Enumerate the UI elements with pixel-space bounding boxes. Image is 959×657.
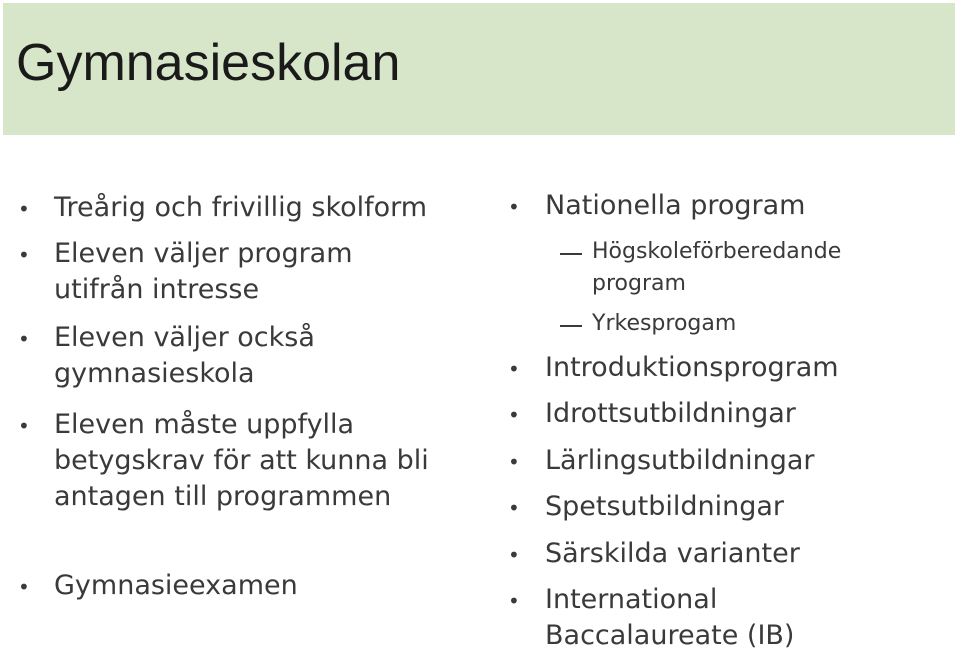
bullet-dot: •: [508, 543, 520, 567]
list-item: Idrottsutbildningar: [545, 398, 796, 429]
list-item: International Baccalaureate (IB): [545, 584, 795, 651]
bullet-dot: •: [18, 197, 30, 221]
bullet-dot: •: [508, 195, 520, 219]
title-bar: [3, 3, 955, 135]
sub-list-item: Högskoleförberedande program: [592, 239, 842, 296]
sub-dash: [560, 253, 582, 255]
bullet-dot: •: [18, 243, 30, 267]
list-item: Spetsutbildningar: [545, 491, 785, 522]
bullet-dot: •: [508, 496, 520, 520]
page-title: Gymnasieskolan: [16, 34, 401, 92]
list-item: Nationella program: [545, 190, 806, 221]
list-item: Introduktionsprogram: [545, 352, 839, 383]
list-item: Särskilda varianter: [545, 538, 800, 569]
list-item: Eleven väljer också gymnasieskola: [54, 322, 315, 389]
bullet-dot: •: [508, 403, 520, 427]
bullet-dot: •: [508, 357, 520, 381]
bullet-dot: •: [508, 450, 520, 474]
list-item: Treårig och frivillig skolform: [54, 192, 428, 223]
list-item: Eleven väljer program utifrån intresse: [54, 238, 353, 305]
bullet-dot: •: [508, 589, 520, 613]
list-item: Eleven måste uppfylla betygskrav för att kunna bli antagen till programmen: [54, 409, 429, 512]
sub-dash: [560, 325, 582, 327]
sub-list-item: Yrkesprogam: [592, 311, 737, 336]
list-item: Lärlingsutbildningar: [545, 445, 815, 476]
bullet-dot: •: [18, 414, 30, 438]
list-item: Gymnasieexamen: [54, 570, 298, 601]
bullet-dot: •: [18, 327, 30, 351]
bullet-dot: •: [18, 575, 30, 599]
